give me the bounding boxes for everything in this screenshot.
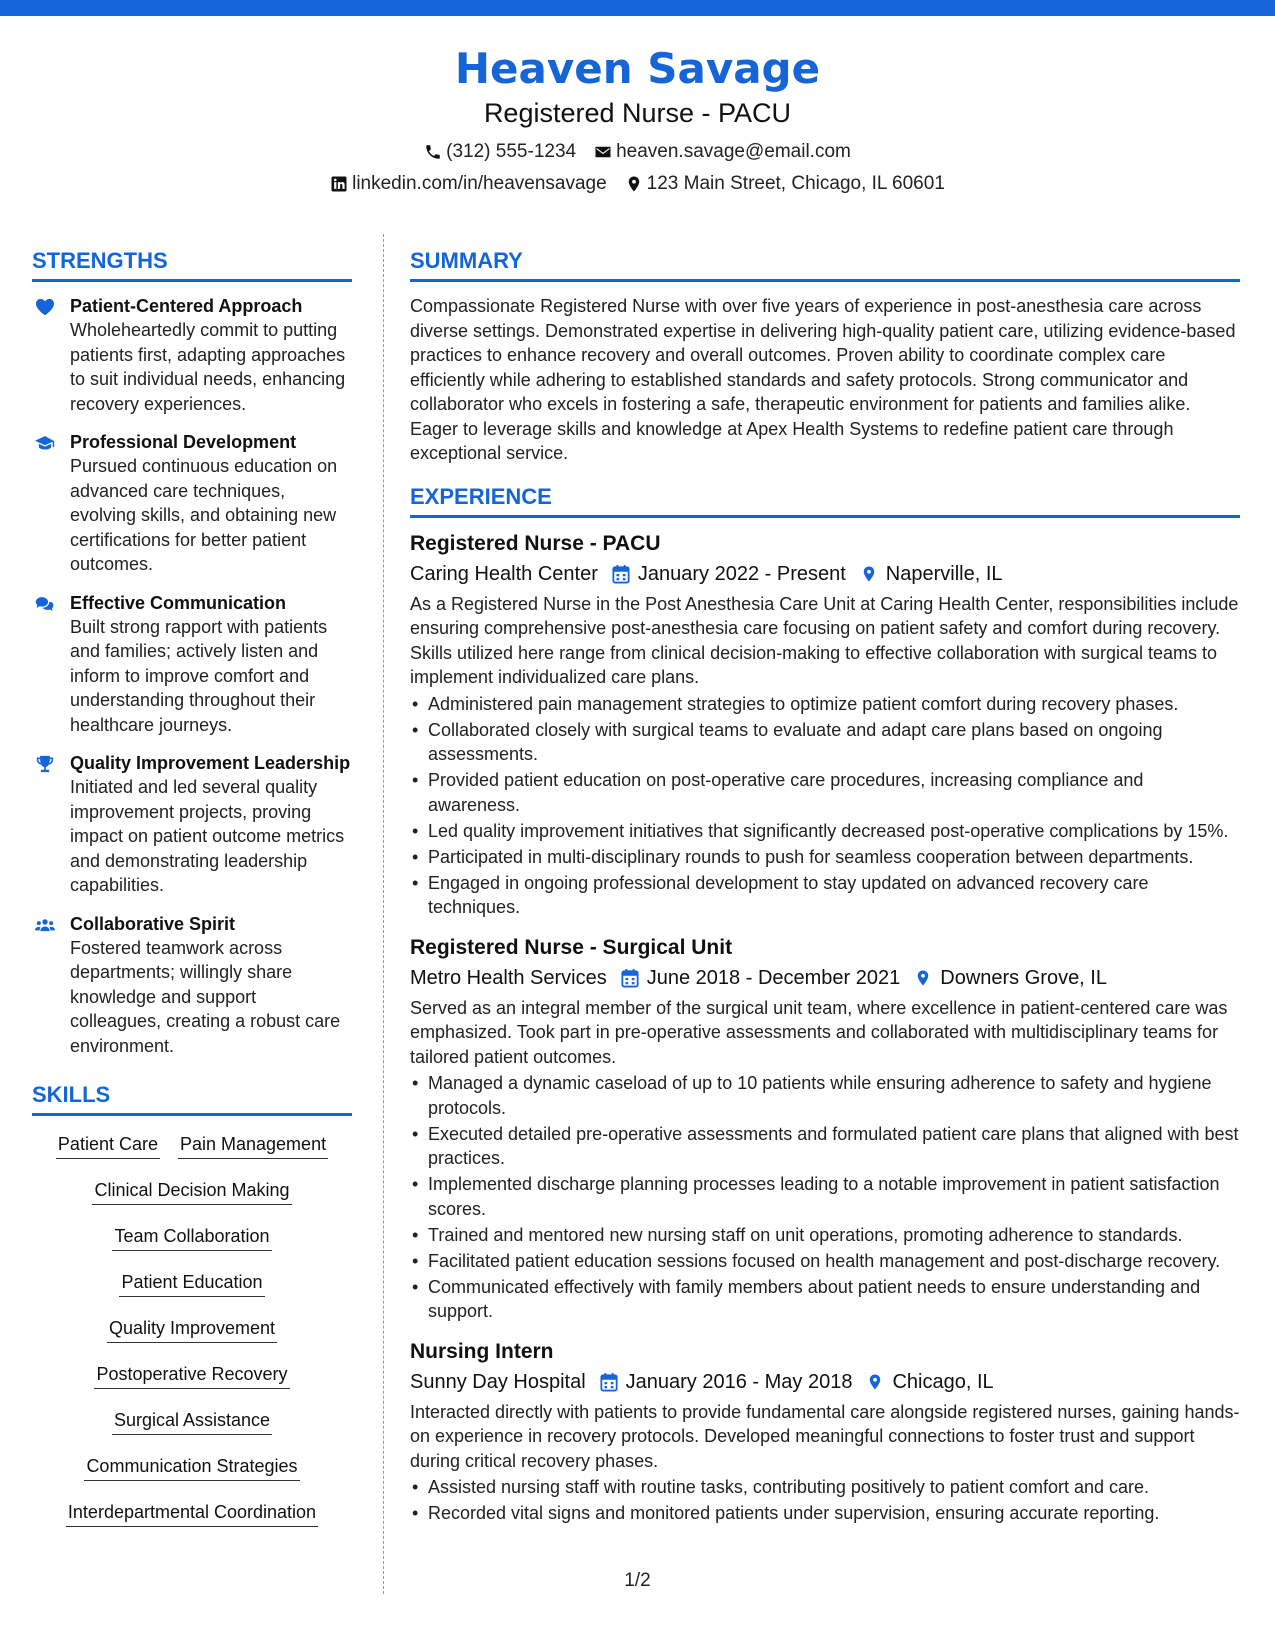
strength-desc: Pursued continuous education on advanced care techniques, evolving skills, and obtaining new certifications for better patient outcomes.: [70, 456, 338, 574]
linkedin-icon: [330, 175, 348, 193]
summary-title: SUMMARY: [410, 246, 1240, 282]
map-marker-icon: [860, 564, 878, 584]
job-company: Sunny Day Hospital: [410, 1370, 586, 1393]
contact-row-1: [0, 139, 1275, 165]
email-text: heaven.savage@email.com: [616, 141, 851, 162]
contact-row-2: [0, 171, 1275, 197]
experience-title: EXPERIENCE: [410, 482, 1240, 518]
job-description: Served as an integral member of the surgical unit team, where excellence in patient-centered care was emphasized. Took part in pre-operative assessments and collaborated with multidisciplinary teams for tailored patient outcomes.: [410, 997, 1228, 1067]
job-title: Registered Nurse - PACU: [410, 531, 661, 555]
strength-desc: Fostered teamwork across departments; willingly share knowledge and support colleagues, creating a robust care environment.: [70, 937, 341, 1056]
strength-title: Professional Development: [70, 432, 297, 452]
job-bullet: • Engaged in ongoing professional development to stay updated on advanced recovery care techniques.: [410, 871, 1240, 920]
skill-tag: Clinical Decision Making: [92, 1178, 291, 1205]
map-marker-icon: [914, 968, 932, 988]
job-location: Naperville, IL: [885, 562, 1003, 585]
comments-icon: [35, 595, 55, 613]
summary-text: Compassionate Registered Nurse with over five years of experience in post-anesthesia care across diverse settings. Demonstrated expertise in delivering high-quality patient care, utilizing evidence-based practices to enhance recovery and overall outcomes. Proven ability to coordinate complex care efficiently while adhering to established standards and safety protocols. Strong communicator and collaborator who excels in fostering a safe, therapeutic environment for patients and families alike. Eager to leverage skills and knowledge at Apex Health Systems to redefine patient care through exceptional service.: [410, 296, 1236, 463]
job-bullets: [410, 1071, 1240, 1324]
strength-title: Effective Communication: [70, 592, 287, 613]
strength-item: [32, 430, 352, 577]
job-entry: [410, 1338, 1240, 1526]
top-accent-bar: [0, 0, 1275, 16]
job-meta: [410, 1368, 1240, 1396]
job-meta: [410, 560, 1240, 588]
email-contact[interactable]: [594, 139, 851, 165]
resume-header: [0, 42, 1275, 197]
graduation-cap-icon: [35, 434, 55, 452]
skill-tag: Interdepartmental Coordination: [66, 1500, 318, 1527]
job-bullet: • Provided patient education on post-operative care procedures, increasing compliance and awareness.: [410, 768, 1240, 817]
calendar-icon: [600, 1372, 618, 1392]
linkedin-contact[interactable]: [330, 171, 607, 197]
strength-title: Quality Improvement Leadership: [70, 753, 351, 773]
job-bullet: • Administered pain management strategies to optimize patient comfort during recovery phases.: [410, 692, 1240, 717]
linkedin-text: linkedin.com/in/heavensavage: [352, 173, 607, 194]
skill-tag: Team Collaboration: [112, 1224, 271, 1251]
map-marker-icon: [866, 1372, 884, 1392]
job-bullet: • Communicated effectively with family members about patient needs to ensure understanding and support.: [410, 1275, 1240, 1324]
strength-item: [32, 591, 352, 738]
address-text: 123 Main Street, Chicago, IL 60601: [646, 173, 945, 194]
strength-desc: Wholeheartedly commit to putting patients first, adapting approaches to suit individual needs, enhancing recovery experiences.: [70, 320, 346, 414]
left-column: [32, 246, 352, 1527]
job-meta: [410, 964, 1240, 992]
phone-text: (312) 555-1234: [446, 141, 577, 162]
skill-tag: Postoperative Recovery: [94, 1362, 289, 1389]
job-bullet: • Executed detailed pre-operative assessments and formulated patient care plans that aligned with best practices.: [410, 1122, 1240, 1171]
strength-item: [32, 294, 352, 416]
strength-title: Patient-Centered Approach: [70, 296, 303, 316]
skill-tag: Pain Management: [178, 1132, 328, 1159]
candidate-name: Heaven Savage: [454, 44, 821, 93]
calendar-icon: [621, 968, 639, 988]
job-title: Registered Nurse - Surgical Unit: [410, 935, 733, 959]
strength-desc: Built strong rapport with patients and families; actively listen and inform to improve comfort and understanding throughout their healthcare journeys.: [70, 616, 328, 735]
skill-tag: Surgical Assistance: [112, 1408, 272, 1435]
job-bullet: • Trained and mentored new nursing staff on unit operations, promoting adherence to standards.: [410, 1223, 1240, 1248]
job-bullet: • Managed a dynamic caseload of up to 10 patients while ensuring adherence to safety and hygiene protocols.: [410, 1071, 1240, 1120]
job-location: Downers Grove, IL: [940, 966, 1107, 989]
address-contact: [625, 171, 945, 197]
job-dates: June 2018 - December 2021: [646, 966, 901, 989]
heart-icon: [35, 298, 55, 316]
phone-icon: [424, 143, 442, 161]
envelope-icon: [594, 143, 612, 161]
job-bullets: [410, 692, 1240, 920]
skill-tag: Patient Care: [56, 1132, 160, 1159]
job-bullet: • Collaborated closely with surgical teams to evaluate and adapt care plans based on ongoing assessments.: [410, 718, 1240, 767]
job-company: Caring Health Center: [410, 562, 598, 585]
job-bullet: • Recorded vital signs and monitored patients under supervision, ensuring accurate reporting.: [410, 1501, 1240, 1526]
skill-tag: Quality Improvement: [107, 1316, 277, 1343]
trophy-icon: [35, 755, 55, 773]
strength-desc: Initiated and led several quality improvement projects, proving impact on patient outcome metrics and demonstrating leadership capabilities.: [70, 777, 345, 895]
phone-contact[interactable]: [424, 139, 576, 165]
job-entry: [410, 530, 1240, 920]
skills-title: SKILLS: [32, 1080, 352, 1116]
users-icon: [35, 916, 55, 934]
job-description: Interacted directly with patients to provide fundamental care alongside registered nurses, gaining hands-on experience in recovery protocols. Developed meaningful connections to foster trust and support during critical recovery phases.: [410, 1401, 1240, 1471]
job-bullet: • Led quality improvement initiatives that significantly decreased post-operative complications by 15%.: [410, 819, 1240, 844]
job-location: Chicago, IL: [892, 1370, 994, 1393]
job-company: Metro Health Services: [410, 966, 607, 989]
right-column: [410, 246, 1240, 1540]
job-title: Nursing Intern: [410, 1339, 554, 1363]
map-marker-icon: [625, 175, 643, 193]
calendar-icon: [612, 564, 630, 584]
job-bullet: • Facilitated patient education sessions focused on health management and post-discharge recovery.: [410, 1249, 1240, 1274]
job-bullet: • Assisted nursing staff with routine tasks, contributing positively to patient comfort and care.: [410, 1475, 1240, 1500]
job-entry: [410, 934, 1240, 1324]
job-description: As a Registered Nurse in the Post Anesthesia Care Unit at Caring Health Center, responsibilities include ensuring comprehensive post-anesthesia care focusing on patient safety and comfort during recovery. Skills utilized here range from clinical decision-making to effective collaboration with surgical teams to implement individualized care plans.: [410, 593, 1239, 687]
skill-tag: Communication Strategies: [84, 1454, 299, 1481]
candidate-role: Registered Nurse - PACU: [483, 98, 792, 128]
job-bullet: • Implemented discharge planning processes leading to a notable improvement in patient satisfaction scores.: [410, 1172, 1240, 1221]
skill-tag: Patient Education: [119, 1270, 264, 1297]
job-dates: January 2016 - May 2018: [625, 1370, 853, 1393]
job-dates: January 2022 - Present: [637, 562, 846, 585]
column-divider: [383, 234, 384, 1594]
strength-item: [32, 751, 352, 898]
strengths-title: STRENGTHS: [32, 246, 352, 282]
job-bullet: • Participated in multi-disciplinary rounds to push for seamless cooperation between departments.: [410, 845, 1240, 870]
job-bullets: [410, 1475, 1240, 1526]
page-number: 1/2: [624, 1570, 651, 1591]
skills-list: [32, 1128, 352, 1527]
strength-title: Collaborative Spirit: [70, 913, 236, 934]
strength-item: [32, 912, 352, 1059]
